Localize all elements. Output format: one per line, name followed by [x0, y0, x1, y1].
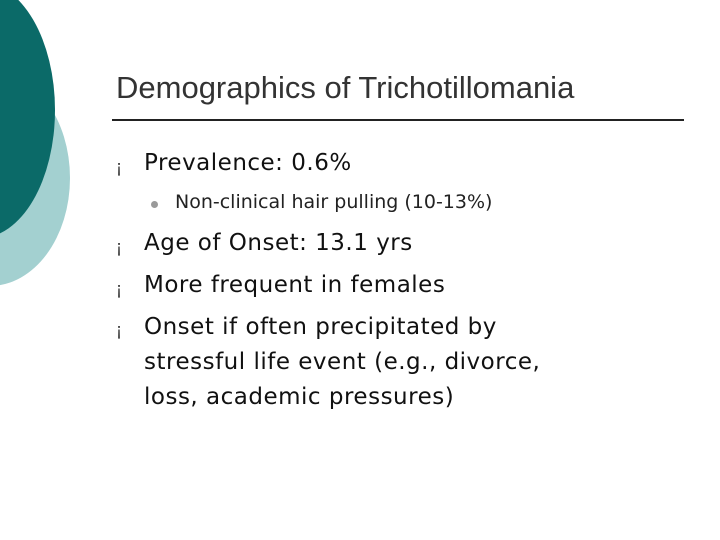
- sub-bullet-marker: [151, 201, 158, 208]
- bullet-marker-3: ¡: [116, 279, 122, 299]
- decorative-circles: [0, 0, 120, 300]
- bullet-prevalence: Prevalence: 0.6%: [144, 150, 352, 176]
- slide-title: Demographics of Trichotillomania: [116, 70, 575, 105]
- bullet-onset-line-3: loss, academic pressures): [144, 384, 455, 410]
- bullet-age-of-onset: Age of Onset: 13.1 yrs: [144, 230, 413, 256]
- bullet-marker-2: ¡: [116, 237, 122, 257]
- bullet-marker-1: ¡: [116, 157, 122, 177]
- bullet-onset-line-1: Onset if often precipitated by: [144, 314, 497, 340]
- sub-bullet-non-clinical: Non-clinical hair pulling (10-13%): [175, 191, 493, 213]
- bullet-onset-line-2: stressful life event (e.g., divorce,: [144, 349, 541, 375]
- title-underline: [112, 119, 684, 121]
- bullet-marker-4: ¡: [116, 320, 122, 340]
- bullet-females: More frequent in females: [144, 272, 446, 298]
